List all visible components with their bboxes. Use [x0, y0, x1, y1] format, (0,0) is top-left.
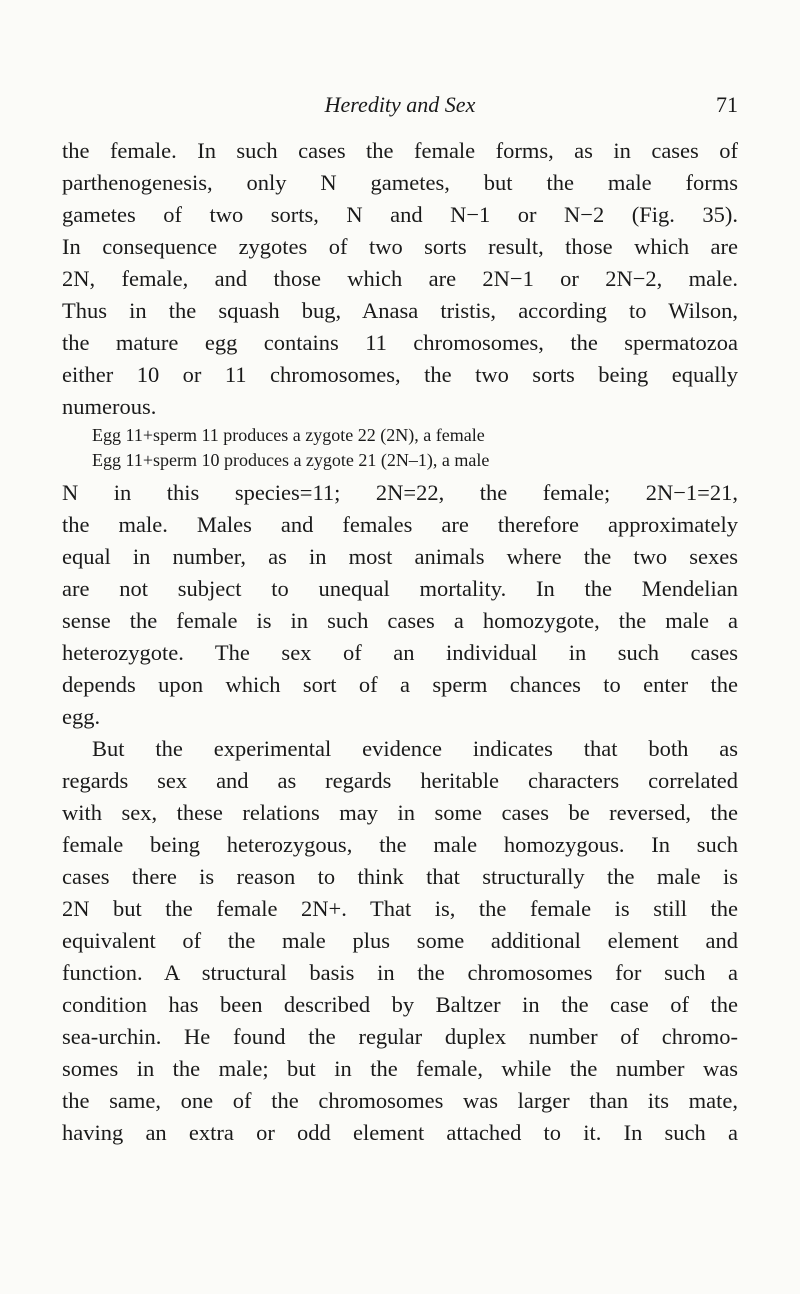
text-line: female being heterozygous, the male homozygous. In such [62, 832, 738, 857]
text-line: 2N but the female 2N+. That is, the female is still the [62, 896, 738, 921]
text-line: having an extra or odd element attached to it. In such a [62, 1120, 738, 1145]
text-line: numerous. [62, 394, 157, 419]
example-line: Egg 11+sperm 11 produces a zygote 22 (2N), a female [92, 425, 485, 445]
page-header [0, 92, 800, 122]
text-line: N in this species=11; 2N=22, the female; 2N−1=21, [62, 480, 738, 505]
text-line: with sex, these relations may in some cases be reversed, the [62, 800, 738, 825]
text-line: the female. In such cases the female forms, as in cases of [62, 138, 738, 163]
page-number: 71 [716, 92, 738, 117]
text-line: But the experimental evidence indicates that both as [92, 736, 738, 761]
text-line: 2N, female, and those which are 2N−1 or 2N−2, male. [62, 266, 738, 291]
text-line: equal in number, as in most animals where the two sexes [62, 544, 738, 569]
text-line: condition has been described by Baltzer in the case of the [62, 992, 738, 1017]
text-line: function. A structural basis in the chromosomes for such a [62, 960, 738, 985]
text-line: equivalent of the male plus some additional element and [62, 928, 738, 953]
running-head: Heredity and Sex [324, 92, 476, 117]
text-line: either 10 or 11 chromosomes, the two sorts being equally [62, 362, 738, 387]
text-line: egg. [62, 704, 101, 729]
body-text [62, 135, 738, 1149]
text-line: cases there is reason to think that structurally the male is [62, 864, 738, 889]
text-line: parthenogenesis, only N gametes, but the male forms [62, 170, 738, 195]
text-line: sea-urchin. He found the regular duplex number of chromo- [62, 1024, 738, 1049]
text-line: sense the female is in such cases a homozygote, the male a [62, 608, 738, 633]
text-line: heterozygote. The sex of an individual in such cases [62, 640, 738, 665]
text-line: regards sex and as regards heritable characters correlated [62, 768, 738, 793]
text-line: the same, one of the chromosomes was larger than its mate, [62, 1088, 738, 1113]
text-line: the male. Males and females are therefore approximately [62, 512, 738, 537]
text-line: depends upon which sort of a sperm chances to enter the [62, 672, 738, 697]
text-line: the mature egg contains 11 chromosomes, the spermatozoa [62, 330, 738, 355]
text-line: In consequence zygotes of two sorts result, those which are [62, 234, 738, 259]
text-line: gametes of two sorts, N and N−1 or N−2 (Fig. 35). [62, 202, 738, 227]
text-line: are not subject to unequal mortality. In the Mendelian [62, 576, 738, 601]
text-line: somes in the male; but in the female, while the number was [62, 1056, 738, 1081]
example-line: Egg 11+sperm 10 produces a zygote 21 (2N–1), a male [92, 450, 490, 470]
text-line: Thus in the squash bug, Anasa tristis, according to Wilson, [62, 298, 738, 323]
